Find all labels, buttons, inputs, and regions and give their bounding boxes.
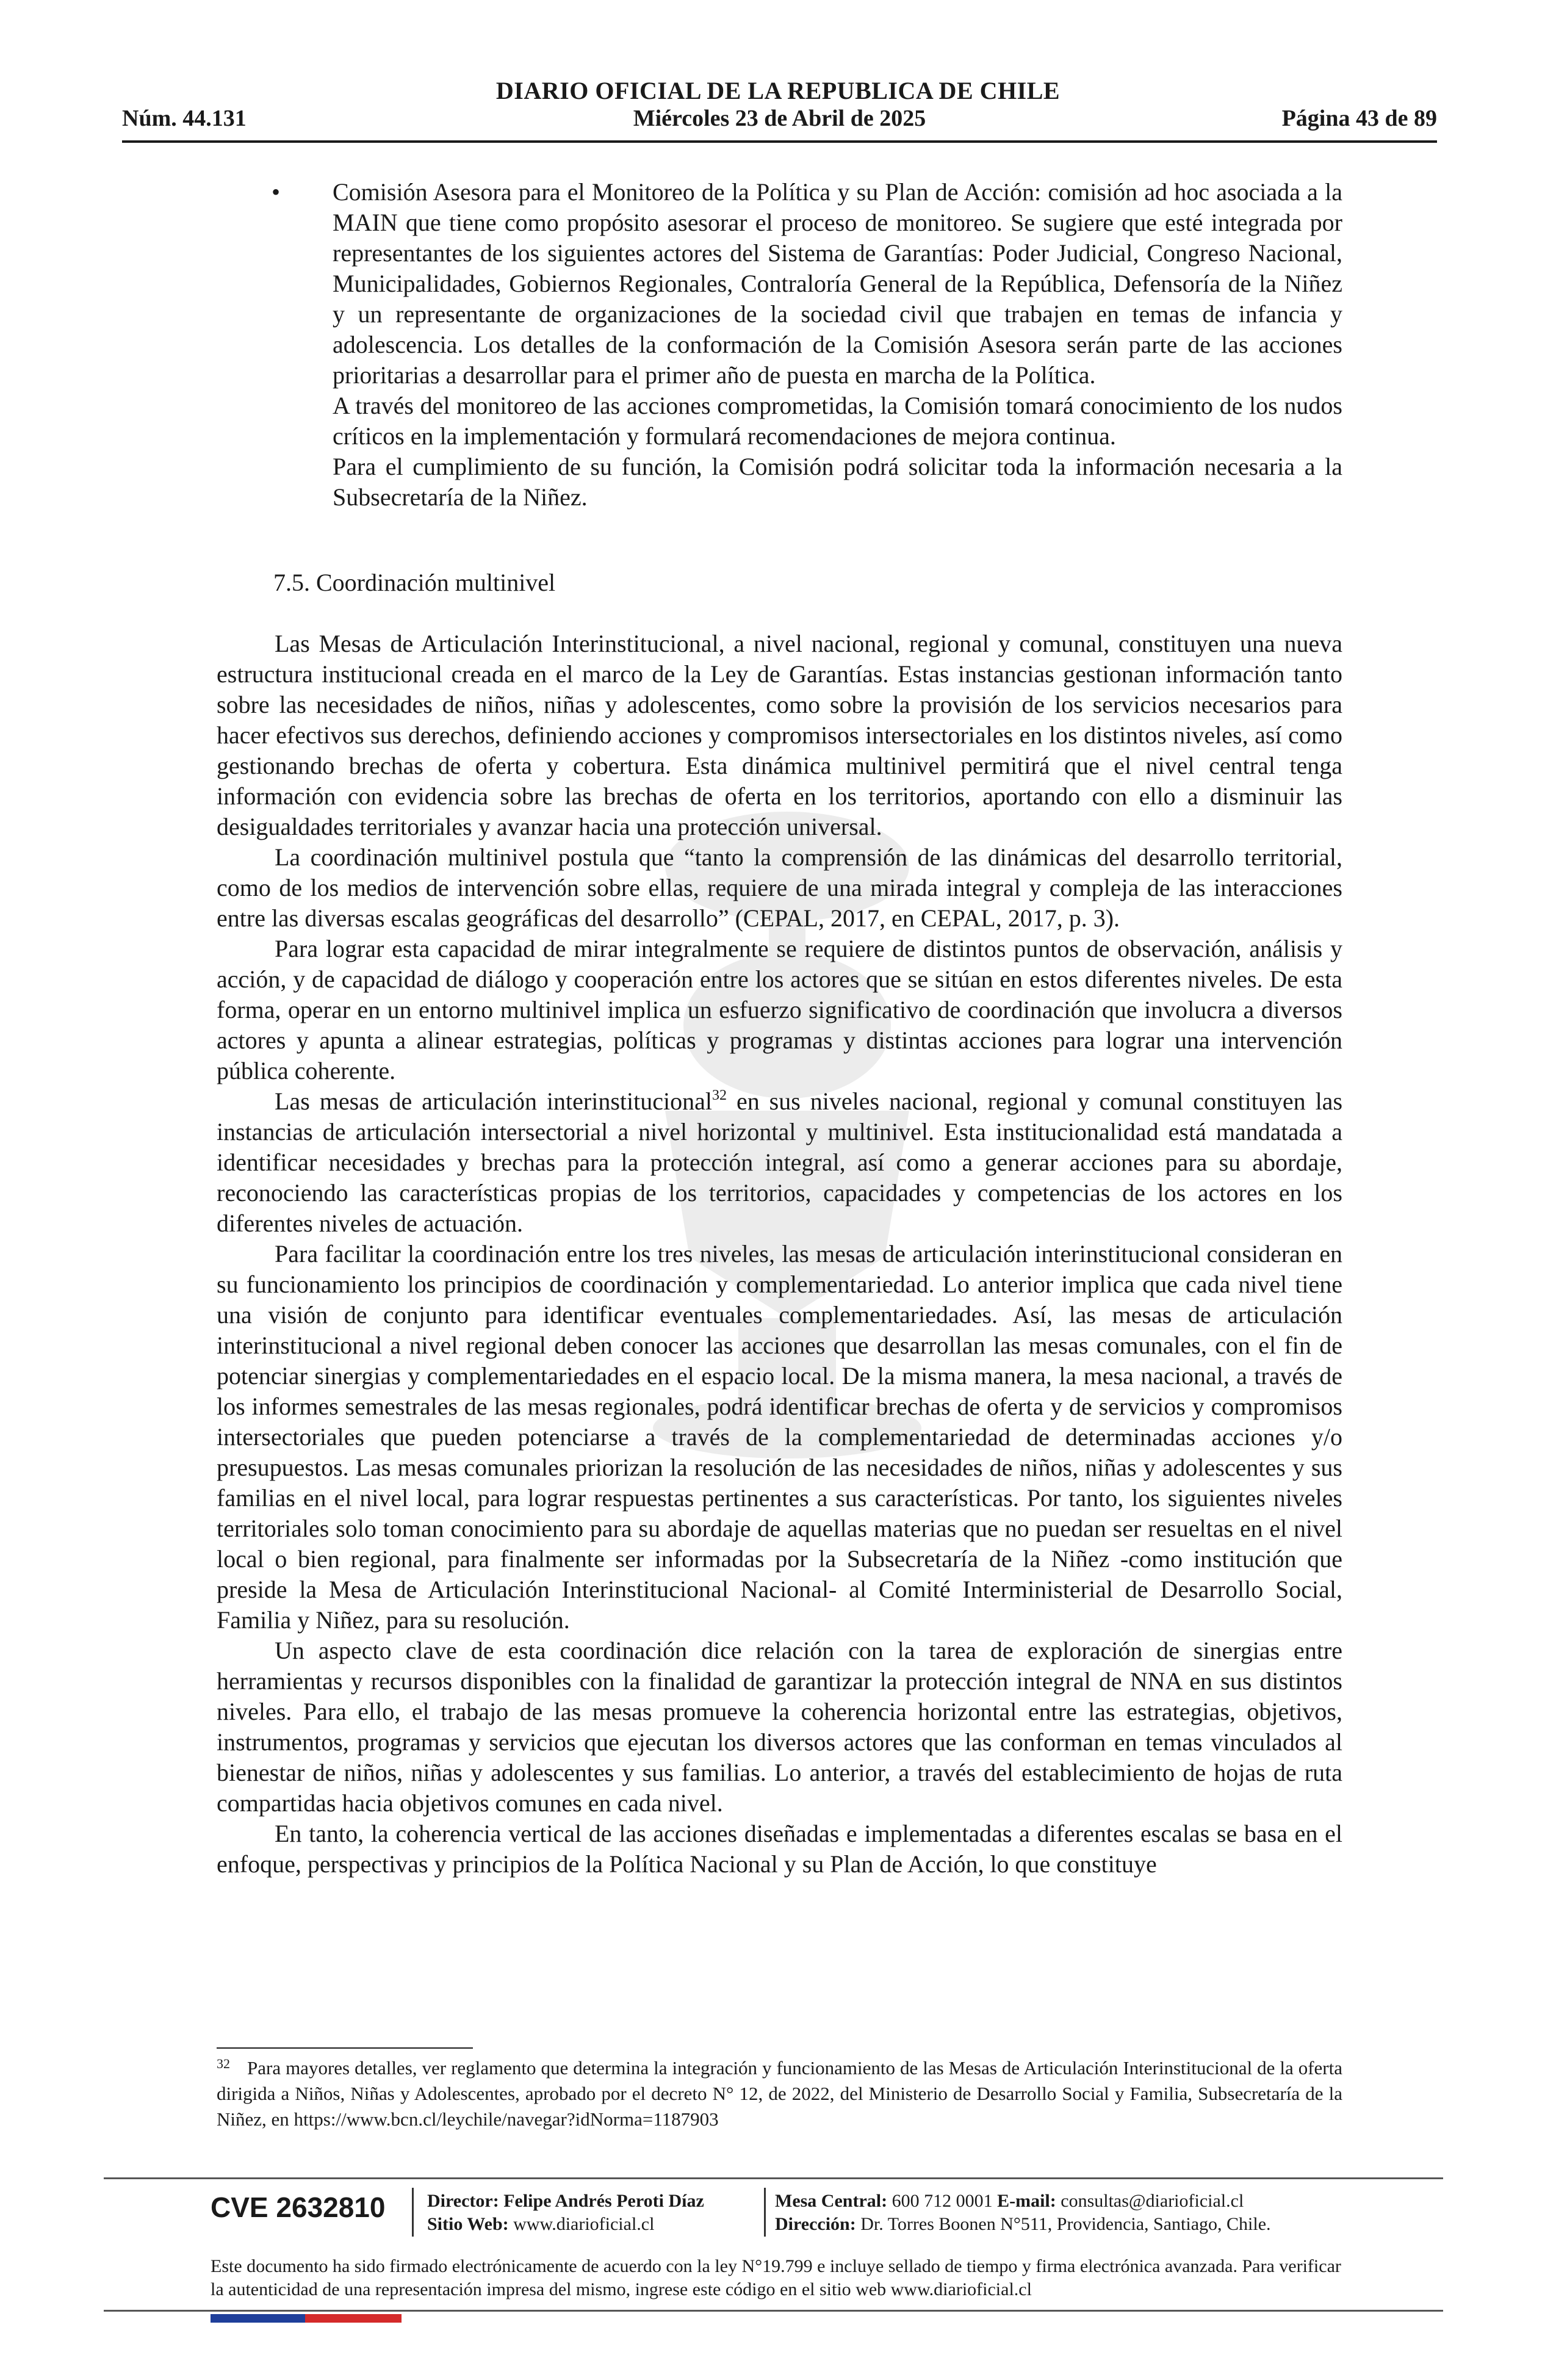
section-heading: 7.5. Coordinación multinivel: [273, 569, 556, 596]
address-text: Dr. Torres Boonen N°511, Providencia, Santiago, Chile.: [860, 2214, 1271, 2234]
body-text: Las mesas de articulación interinstitucional: [275, 1087, 712, 1115]
body-paragraph: Para lograr esta capacidad de mirar integralmente se requiere de distintos puntos de observación, análisis y acción, y de capacidad de diálogo y cooperación entre los actores que se sitúan en estos diferentes niveles. De esta forma, operar en un entorno multinivel implica un esfuerzo significativo de coordinación que involucra a diversos actores y apunta a alinear estrategias, políticas y programas y distintas acciones para lograr una intervención pública coherente.: [217, 935, 1342, 1084]
flag-stripe-red: [305, 2314, 402, 2323]
publication-title: DIARIO OFICIAL DE LA REPUBLICA DE CHILE: [495, 77, 1061, 104]
footer-separator: [764, 2188, 766, 2237]
body-paragraph: Un aspecto clave de esta coordinación dice relación con la tarea de exploración de sinergias entre herramientas y recursos disponibles con la finalidad de garantizar la protección integral de NNA en sus distintos niveles. Para ello, el trabajo de las mesas promueve la coherencia horizontal entre las estrategias, objetivos, instrumentos, programas y servicios que ejecutan los diversos actores que las conforman en temas vinculados al bienestar de niños, niñas y adolescentes y sus familias. Lo anterior, a través del establecimiento de hojas de ruta compartidas hacia objetivos comunes en cada nivel.: [217, 1637, 1342, 1817]
body-paragraph: Para facilitar la coordinación entre los tres niveles, las mesas de articulación interinstitucional consideran en su funcionamiento los principios de coordinación y complementariedad. Lo anterior implica que cada nivel tiene una visión de conjunto para identificar eventuales complementariedades. Así, las mesas de articulación interinstitucional a nivel regional deben conocer las acciones que desarrollan las mesas comunales, con el fin de potenciar sinergias y complementariedades en el espacio local. De la misma manera, la mesa nacional, a través de los informes semestrales de las mesas regionales, podrá identificar brechas de oferta y de servicios y compromisos intersectoriales que pueden potenciarse a través de la complementariedad de determinadas acciones y/o presupuestos. Las mesas comunales priorizan la resolución de las necesidades de niños, niñas y adolescentes y sus familias en el nivel local, para lograr respuestas pertinentes a sus características. Por tanto, los siguientes niveles territoriales solo toman conocimiento para su abordaje de aquellas materias que no puedan ser resueltas en el nivel local o bien regional, para finalmente ser informadas por la Subsecretaría de la Niñez -como institución que preside la Mesa de Articulación Interinstitucional Nacional- al Comité Interministerial de Desarrollo Social, Familia y Niñez, para su resolución.: [217, 1240, 1342, 1634]
phone-label: Mesa Central:: [775, 2191, 888, 2211]
footer-contact-block: [775, 2190, 1271, 2236]
issue-date: Miércoles 23 de Abril de 2025: [633, 106, 926, 131]
flag-stripe-blue: [211, 2314, 305, 2323]
page-indicator: Página 43 de 89: [1281, 106, 1437, 131]
header-row: [122, 105, 1437, 135]
issue-number: Núm. 44.131: [122, 106, 247, 131]
address-label: Dirección:: [775, 2214, 856, 2234]
director-label: Director:: [427, 2191, 499, 2211]
bullet-paragraph: Para el cumplimiento de su función, la Comisión podrá solicitar toda la información necesaria a la Subsecretaría de la Niñez.: [333, 453, 1342, 511]
site-link[interactable]: www.diarioficial.cl: [513, 2214, 655, 2234]
body-paragraph: En tanto, la coherencia vertical de las acciones diseñadas e implementadas a diferentes escalas se basa en el enfoque, perspectivas y principios de la Política Nacional y su Plan de Acción, lo que constituye: [217, 1820, 1342, 1878]
site-label: Sitio Web:: [427, 2214, 509, 2234]
cve-code: CVE 2632810: [211, 2191, 386, 2223]
footnote-reference[interactable]: 32: [711, 1087, 727, 1103]
footer-divider-top: [104, 2177, 1443, 2179]
bullet-marker: •: [272, 178, 281, 206]
footnote-divider: [217, 2047, 473, 2049]
footnote-number: 32: [217, 2056, 230, 2071]
legal-note: Este documento ha sido firmado electrónicamente de acuerdo con la ley N°19.799 e incluye sellado de tiempo y firma electrónica avanzada. Para verificar la autenticidad de una representación impresa del mismo, ingrese este código en el sitio web www.diarioficial.cl: [211, 2256, 1341, 2299]
section-body: [217, 629, 1342, 1880]
director-name: Felipe Andrés Peroti Díaz: [503, 2191, 704, 2211]
body-paragraph: La coordinación multinivel postula que “tanto la comprensión de las dinámicas del desarrollo territorial, como de los medios de intervención sobre ellas, requiere de una mirada integral y compleja de las interacciones entre las diversas escalas geográficas del desarrollo” (CEPAL, 2017, en CEPAL, 2017, p. 3).: [217, 843, 1342, 932]
bullet-paragraph: A través del monitoreo de las acciones comprometidas, la Comisión tomará conocimiento de los nudos críticos en la implementación y formulará recomendaciones de mejora continua.: [333, 392, 1342, 450]
body-text: en sus niveles nacional, regional y comunal constituyen las instancias de articulación intersectorial a nivel horizontal y multinivel. Esta institucionalidad está mandatada a identificar necesidades y brechas para la protección integral, así como a generar acciones para su abordaje, reconociendo las características propias de los territorios, capacidades y competencias de los actores en los diferentes niveles de actuación.: [217, 1087, 1343, 1237]
bullet-paragraph: Comisión Asesora para el Monitoreo de la Política y su Plan de Acción: comisión ad hoc asociada a la MAIN que tiene como propósito asesorar el proceso de monitoreo. Se sugiere que esté integrada por representantes de los siguientes actores del Sistema de Garantías: Poder Judicial, Congreso Nacional, Municipalidades, Gobiernos Regionales, Contraloría General de la República, Defensoría de la Niñez y un representante de organizaciones de la sociedad civil que trabajen en temas de infancia y adolescencia. Los detalles de la conformación de la Comisión Asesora serán parte de las acciones prioritarias a desarrollar para el primer año de puesta en marcha de la Política.: [333, 178, 1342, 389]
footnote-text: Para mayores detalles, ver reglamento que determina la integración y funcionamiento de las Mesas de Articulación Interinstitucional de la oferta dirigida a Niños, Niñas y Adolescentes, aprobado por el decreto N° 12, de 2022, del Ministerio de Desarrollo Social y Familia, Subsecretaría de la Niñez, en https://www.bcn.cl/leychile/navegar?idNorma=1187903: [217, 2057, 1342, 2130]
bullet-item: [333, 177, 1342, 513]
header-divider: [122, 140, 1437, 143]
footer-director-block: [427, 2190, 704, 2236]
body-paragraph: [217, 1086, 1342, 1239]
email-link[interactable]: consultas@diarioficial.cl: [1061, 2191, 1244, 2211]
body-paragraph: Las Mesas de Articulación Interinstitucional, a nivel nacional, regional y comunal, constituyen una nueva estructura institucional creada en el marco de la Ley de Garantías. Estas instancias gestionan información tanto sobre las necesidades de niños, niñas y adolescentes, como sobre la provisión de los servicios necesarios para hacer efectivos sus derechos, definiendo acciones y compromisos intersectoriales en los distintos niveles, así como gestionando brechas de oferta y cobertura. Esta dinámica multinivel permitirá que el nivel central tenga información con evidencia sobre las brechas de oferta en los territorios, aportando con ello a disminuir las desigualdades territoriales y avanzar hacia una protección universal.: [217, 630, 1342, 840]
footnote: [217, 2055, 1342, 2132]
footer-separator: [412, 2188, 414, 2237]
email-label: E-mail:: [997, 2191, 1056, 2211]
footer-divider-bottom: [104, 2310, 1443, 2312]
phone-number: 600 712 0001: [891, 2191, 993, 2211]
